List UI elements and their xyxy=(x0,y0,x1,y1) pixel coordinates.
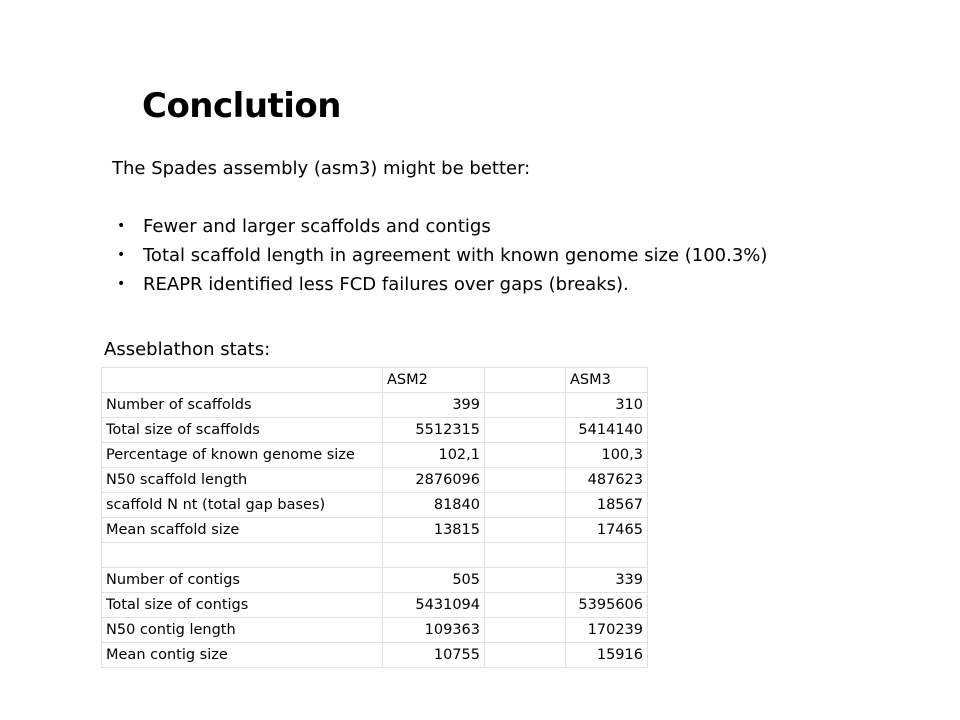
empty-cell xyxy=(485,518,566,543)
bullet-list xyxy=(117,212,767,299)
table-row xyxy=(102,443,648,468)
header-cell-asm2: ASM2 xyxy=(383,368,485,393)
metric-label-cell: N50 contig length xyxy=(102,618,383,643)
bullet-dot-icon: • xyxy=(117,276,126,292)
metric-label-cell: scaffold N nt (total gap bases) xyxy=(102,493,383,518)
empty-cell xyxy=(485,393,566,418)
bullet-dot-icon: • xyxy=(117,247,126,263)
metric-label-cell xyxy=(102,543,383,568)
bullet-dot-icon: • xyxy=(117,218,126,234)
empty-cell xyxy=(485,493,566,518)
metric-label-cell: Total size of scaffolds xyxy=(102,418,383,443)
table-row xyxy=(102,568,648,593)
asm2-value-cell: 5512315 xyxy=(383,418,485,443)
header-cell xyxy=(102,368,383,393)
metric-label-cell: Percentage of known genome size xyxy=(102,443,383,468)
asm3-value-cell: 15916 xyxy=(566,643,648,668)
metric-label-cell: Number of scaffolds xyxy=(102,393,383,418)
asm3-value-cell: 18567 xyxy=(566,493,648,518)
asm2-value-cell: 109363 xyxy=(383,618,485,643)
bullet-item xyxy=(117,270,767,299)
table-header-row xyxy=(102,368,648,393)
metric-label-cell: Total size of contigs xyxy=(102,593,383,618)
bullet-text: REAPR identified less FCD failures over gaps (breaks). xyxy=(143,274,629,295)
metric-label-cell: Mean scaffold size xyxy=(102,518,383,543)
asm2-value-cell: 10755 xyxy=(383,643,485,668)
asm3-value-cell: 339 xyxy=(566,568,648,593)
bullet-text: Fewer and larger scaffolds and contigs xyxy=(143,216,491,237)
empty-cell xyxy=(485,643,566,668)
header-cell xyxy=(485,368,566,393)
bullet-item xyxy=(117,241,767,270)
header-cell-asm3: ASM3 xyxy=(566,368,648,393)
asm2-value-cell: 81840 xyxy=(383,493,485,518)
table-row xyxy=(102,593,648,618)
asm3-value-cell: 5414140 xyxy=(566,418,648,443)
empty-cell xyxy=(485,468,566,493)
bullet-item xyxy=(117,212,767,241)
asm3-value-cell: 17465 xyxy=(566,518,648,543)
metric-label-cell: N50 scaffold length xyxy=(102,468,383,493)
bullet-text: Total scaffold length in agreement with known genome size (100.3%) xyxy=(143,245,768,266)
empty-cell xyxy=(485,568,566,593)
asm3-value-cell xyxy=(566,543,648,568)
empty-cell xyxy=(485,593,566,618)
table-row xyxy=(102,468,648,493)
empty-cell xyxy=(485,418,566,443)
asm3-value-cell: 5395606 xyxy=(566,593,648,618)
assemblathon-stats-table xyxy=(101,367,648,668)
stats-subtitle: Asseblathon stats: xyxy=(104,339,271,360)
asm3-value-cell: 310 xyxy=(566,393,648,418)
table-row xyxy=(102,518,648,543)
table-row xyxy=(102,643,648,668)
intro-text: The Spades assembly (asm3) might be better: xyxy=(112,158,531,179)
asm2-value-cell: 5431094 xyxy=(383,593,485,618)
table-row xyxy=(102,543,648,568)
asm3-value-cell: 100,3 xyxy=(566,443,648,468)
table-row xyxy=(102,393,648,418)
metric-label-cell: Mean contig size xyxy=(102,643,383,668)
metric-label-cell: Number of contigs xyxy=(102,568,383,593)
asm3-value-cell: 170239 xyxy=(566,618,648,643)
asm2-value-cell: 505 xyxy=(383,568,485,593)
asm2-value-cell: 399 xyxy=(383,393,485,418)
table-row xyxy=(102,618,648,643)
asm2-value-cell: 102,1 xyxy=(383,443,485,468)
table-row xyxy=(102,493,648,518)
empty-cell xyxy=(485,443,566,468)
slide-title: Conclution xyxy=(142,86,341,126)
empty-cell xyxy=(485,618,566,643)
asm2-value-cell: 13815 xyxy=(383,518,485,543)
asm2-value-cell xyxy=(383,543,485,568)
empty-cell xyxy=(485,543,566,568)
asm3-value-cell: 487623 xyxy=(566,468,648,493)
asm2-value-cell: 2876096 xyxy=(383,468,485,493)
table-row xyxy=(102,418,648,443)
